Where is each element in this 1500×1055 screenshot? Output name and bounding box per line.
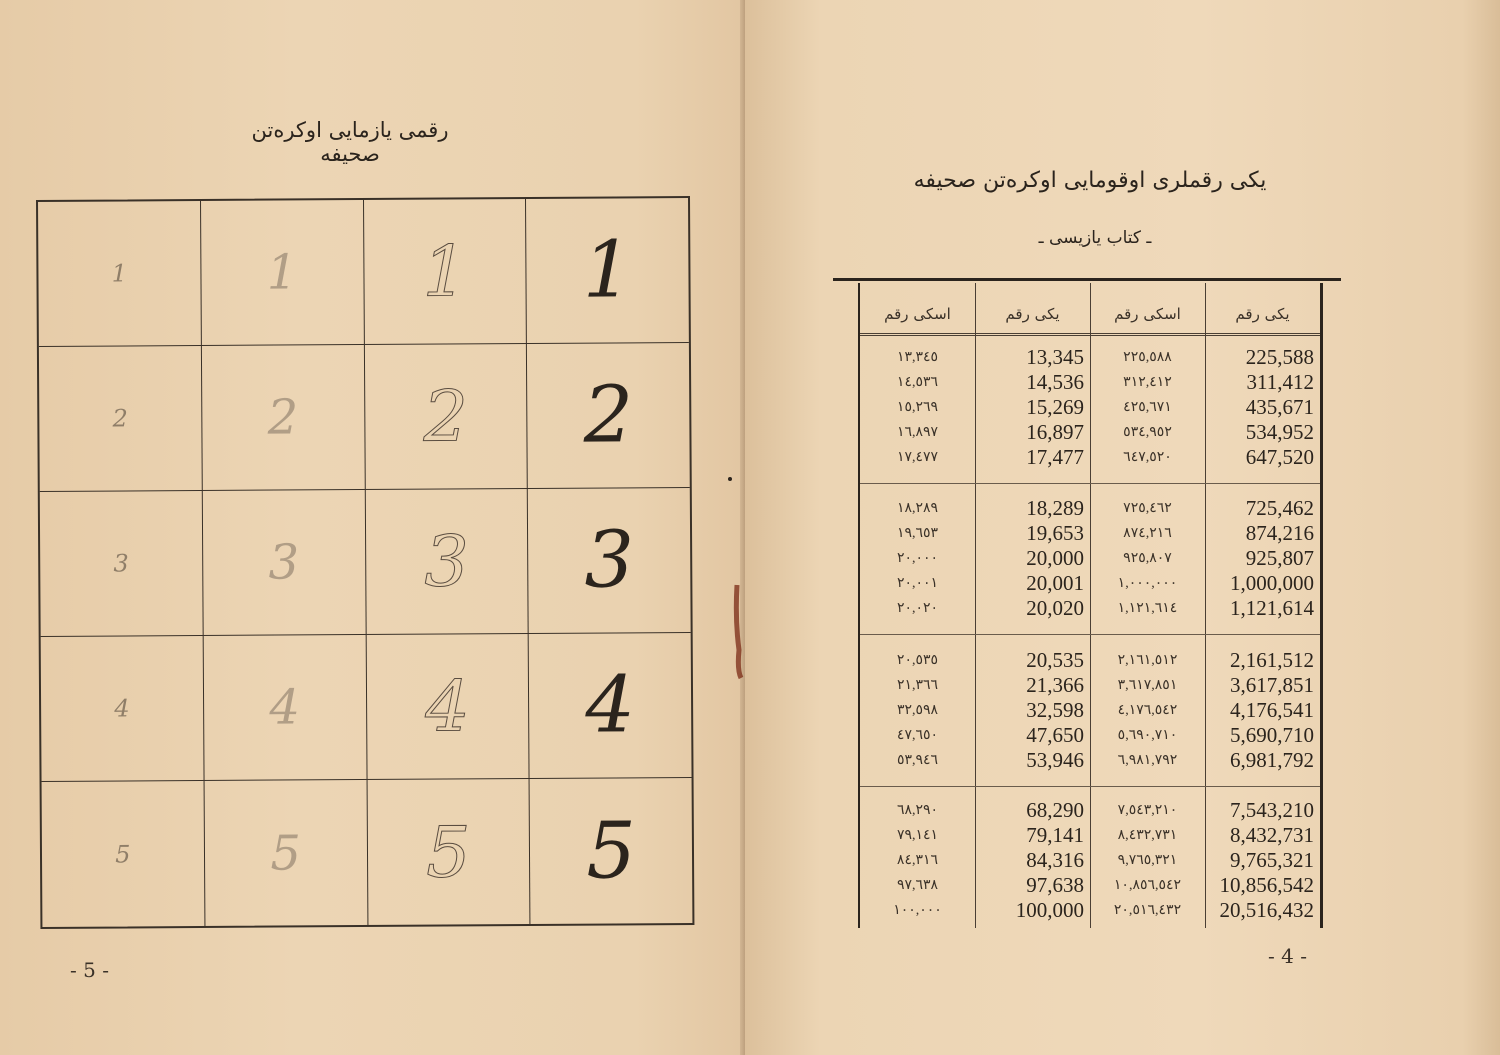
practice-digit: 5: [425, 810, 471, 894]
new-numeral-cell: 20,000: [1026, 546, 1084, 570]
old-numeral-cell: ۹۷,٦۳۸: [896, 878, 939, 893]
table-row: [860, 798, 1320, 823]
grid-cell: [363, 344, 527, 489]
table-group: [860, 345, 1320, 470]
table-row: [860, 898, 1320, 923]
grid-cell: [40, 491, 203, 636]
header-new-numeral-2: یکی رقم: [1235, 305, 1290, 323]
old-numeral-cell: ۲۰,۰۰۰: [896, 551, 939, 566]
old-numeral-cell: ۱۹,٦٥۳: [896, 526, 939, 541]
grid-cell: [201, 345, 365, 490]
table-row: [860, 748, 1320, 773]
old-numeral-cell: ۷۲٥,٤٦۲: [1123, 501, 1172, 516]
right-page-title: یکی رقملری اوقومایی اوکره‌تن صحیفه: [913, 168, 1267, 193]
old-numeral-cell: ۲,۱٦۱,٥۱۲: [1117, 653, 1178, 668]
new-numeral-cell: 1,121,614: [1230, 596, 1314, 620]
old-numeral-cell: ۲۲٥,٥۸۸: [1123, 350, 1172, 365]
grid-row: [42, 778, 693, 927]
ink-speck: [728, 477, 732, 481]
practice-digit: 2: [267, 389, 299, 446]
new-numeral-cell: 14,536: [1026, 370, 1084, 394]
practice-digit: 4: [269, 679, 301, 736]
new-numeral-cell: 21,366: [1026, 673, 1084, 697]
grid-cell: [527, 488, 691, 633]
new-numeral-cell: 7,543,210: [1230, 798, 1314, 822]
new-numeral-cell: 20,516,432: [1219, 898, 1314, 922]
table-row: [860, 420, 1320, 445]
old-numeral-cell: ۳,٦۱۷,۸٥۱: [1117, 678, 1178, 693]
practice-digit: 2: [112, 404, 128, 433]
grid-cell: [202, 635, 366, 780]
grid-row: [40, 488, 691, 637]
old-numeral-cell: ۲۰,۰۰۱: [896, 576, 939, 591]
old-numeral-cell: ۲۰,٥۱٦,٤۳۲: [1113, 903, 1182, 918]
old-numeral-cell: ۹۲٥,۸۰۷: [1123, 551, 1172, 566]
old-numeral-cell: ۸٤,۳۱٦: [896, 853, 939, 868]
new-numeral-cell: 534,952: [1245, 420, 1314, 444]
practice-digit: 2: [423, 375, 469, 458]
old-numeral-cell: ٦,۹۸۱,۷۹۲: [1117, 753, 1178, 768]
practice-digit: 1: [266, 244, 298, 301]
new-numeral-cell: 1,000,000: [1230, 571, 1314, 595]
new-numeral-cell: 19,653: [1026, 521, 1084, 545]
old-numeral-cell: ٤۷,٦٥۰: [896, 728, 939, 743]
old-numeral-cell: ٤,۱۷٦,٥٤۲: [1117, 703, 1178, 718]
new-numeral-cell: 725,462: [1245, 496, 1314, 520]
grid-cell: [366, 779, 530, 925]
old-numeral-cell: ۲۱,۳٦٦: [896, 678, 939, 693]
new-numeral-cell: 9,765,321: [1230, 848, 1314, 872]
table-row: [860, 370, 1320, 395]
grid-cell: [525, 198, 689, 343]
right-page-subtitle: ـ کتاب یازیسی ـ: [1038, 228, 1152, 248]
left-page: [0, 0, 745, 1055]
old-numeral-cell: ۱۷,٤۷۷: [896, 450, 939, 465]
table-row: [860, 571, 1320, 596]
new-numeral-cell: 47,650: [1026, 723, 1084, 747]
left-page-number: - 5 -: [70, 958, 109, 982]
old-numeral-cell: ۳۱۲,٤۱۲: [1123, 375, 1172, 390]
old-numeral-cell: ۱,۱۲۱,٦۱٤: [1117, 601, 1178, 616]
new-numeral-cell: 53,946: [1026, 748, 1084, 772]
grid-cell: [203, 780, 367, 926]
header-old-numeral-1: اسکی رقم: [884, 305, 951, 323]
table-row: [860, 673, 1320, 698]
header-new-numeral-1: یکی رقم: [1005, 305, 1060, 323]
new-numeral-cell: 20,001: [1026, 571, 1084, 595]
header-old-numeral-2: اسکی رقم: [1114, 305, 1181, 323]
numeral-table: [858, 283, 1323, 928]
old-numeral-cell: ۸,٤۳۲,۷۳۱: [1117, 828, 1178, 843]
group-separator: [860, 786, 1320, 787]
grid-cell: [364, 489, 528, 634]
practice-digit: 4: [424, 665, 470, 748]
digit-practice-grid: [36, 196, 694, 929]
table-row: [860, 596, 1320, 621]
table-group: [860, 648, 1320, 773]
new-numeral-cell: 68,290: [1026, 798, 1084, 822]
new-numeral-cell: 97,638: [1026, 873, 1084, 897]
old-numeral-cell: ۳۲,٥۹۸: [896, 703, 939, 718]
new-numeral-cell: 3,617,851: [1230, 673, 1314, 697]
old-numeral-cell: ٥۳٤,۹٥۲: [1123, 425, 1172, 440]
new-numeral-cell: 225,588: [1245, 345, 1314, 369]
table-group: [860, 798, 1320, 923]
old-numeral-cell: ۲۰,٥۳٥: [896, 653, 939, 668]
group-separator: [860, 634, 1320, 635]
old-numeral-cell: ۱۸,۲۸۹: [896, 501, 939, 516]
new-numeral-cell: 13,345: [1026, 345, 1084, 369]
new-numeral-cell: 874,216: [1245, 521, 1314, 545]
old-numeral-cell: ۱۰۰,۰۰۰: [893, 903, 942, 918]
table-row: [860, 823, 1320, 848]
new-numeral-cell: 79,141: [1026, 823, 1084, 847]
grid-row: [38, 198, 689, 347]
old-numeral-cell: ۸۷٤,۲۱٦: [1123, 526, 1172, 541]
grid-cell: [200, 200, 364, 345]
new-numeral-cell: 100,000: [1015, 898, 1084, 922]
new-numeral-cell: 10,856,542: [1219, 873, 1314, 897]
old-numeral-cell: ۷,٥٤۳,۲۱۰: [1117, 803, 1178, 818]
practice-digit: 4: [114, 694, 130, 723]
table-row: [860, 648, 1320, 673]
left-page-title: رقمی یازمایی اوکره‌تن صحیفه: [251, 118, 449, 166]
grid-row: [39, 343, 690, 492]
old-numeral-cell: ۱٥,۲٦۹: [896, 400, 939, 415]
group-separator: [860, 483, 1320, 484]
table-row: [860, 496, 1320, 521]
table-row: [860, 873, 1320, 898]
new-numeral-cell: 16,897: [1026, 420, 1084, 444]
practice-digit: 1: [111, 259, 128, 288]
old-numeral-cell: ٤۲٥,٦۷۱: [1123, 400, 1172, 415]
grid-cell: [529, 778, 693, 924]
table-row: [860, 521, 1320, 546]
old-numeral-cell: ۱٤,٥۳٦: [896, 375, 939, 390]
table-row: [860, 698, 1320, 723]
new-numeral-cell: 20,535: [1026, 648, 1084, 672]
new-numeral-cell: 18,289: [1026, 496, 1084, 520]
grid-cell: [363, 199, 527, 344]
new-numeral-cell: 84,316: [1026, 848, 1084, 872]
new-numeral-cell: 4,176,541: [1230, 698, 1314, 722]
practice-digit: 3: [424, 520, 470, 603]
new-numeral-cell: 6,981,792: [1230, 748, 1314, 772]
table-row: [860, 723, 1320, 748]
table-row: [860, 546, 1320, 571]
old-numeral-cell: ٦۸,۲۹۰: [896, 803, 939, 818]
new-numeral-cell: 925,807: [1245, 546, 1314, 570]
old-numeral-cell: ٥۳,۹٤٦: [896, 753, 939, 768]
table-row: [860, 445, 1320, 470]
right-page-number: - 4 -: [1268, 944, 1307, 968]
new-numeral-cell: 15,269: [1026, 395, 1084, 419]
new-numeral-cell: 2,161,512: [1230, 648, 1314, 672]
grid-cell: [202, 490, 366, 635]
practice-digit: 3: [584, 515, 635, 606]
practice-digit: 5: [586, 805, 637, 897]
practice-digit: 3: [113, 549, 129, 578]
table-row: [860, 395, 1320, 420]
old-numeral-cell: ۱٦,۸۹۷: [896, 425, 939, 440]
grid-cell: [42, 781, 205, 927]
grid-cell: [38, 201, 201, 346]
practice-digit: 5: [115, 839, 131, 869]
old-numeral-cell: ۱۰,۸٥٦,٥٤۲: [1113, 878, 1182, 893]
old-numeral-cell: ٦٤۷,٥۲۰: [1123, 450, 1172, 465]
grid-row: [41, 633, 692, 782]
new-numeral-cell: 647,520: [1245, 445, 1314, 469]
new-numeral-cell: 17,477: [1026, 445, 1084, 469]
table-row: [860, 848, 1320, 873]
grid-cell: [41, 636, 204, 781]
practice-digit: 5: [270, 824, 302, 882]
new-numeral-cell: 20,020: [1026, 596, 1084, 620]
old-numeral-cell: ۹,۷٦٥,۳۲۱: [1117, 853, 1178, 868]
practice-digit: 4: [585, 660, 636, 751]
new-numeral-cell: 8,432,731: [1230, 823, 1314, 847]
new-numeral-cell: 5,690,710: [1230, 723, 1314, 747]
old-numeral-cell: ۷۹,۱٤۱: [896, 828, 939, 843]
old-numeral-cell: ۲۰,۰۲۰: [896, 601, 939, 616]
table-row: [860, 345, 1320, 370]
table-group: [860, 496, 1320, 621]
practice-digit: 2: [583, 370, 634, 461]
table-top-rule: [833, 278, 1341, 281]
grid-cell: [39, 346, 202, 491]
practice-digit: 1: [582, 225, 633, 316]
practice-digit: 3: [268, 534, 300, 591]
new-numeral-cell: 32,598: [1026, 698, 1084, 722]
new-numeral-cell: 311,412: [1246, 370, 1314, 394]
old-numeral-cell: ٥,٦۹۰,۷۱۰: [1117, 728, 1178, 743]
old-numeral-cell: ۱۳,۳٤٥: [896, 350, 939, 365]
old-numeral-cell: ۱,۰۰۰,۰۰۰: [1117, 576, 1178, 591]
grid-cell: [365, 634, 529, 779]
grid-cell: [528, 633, 692, 778]
new-numeral-cell: 435,671: [1245, 395, 1314, 419]
practice-digit: 1: [422, 230, 468, 313]
grid-cell: [526, 343, 690, 488]
